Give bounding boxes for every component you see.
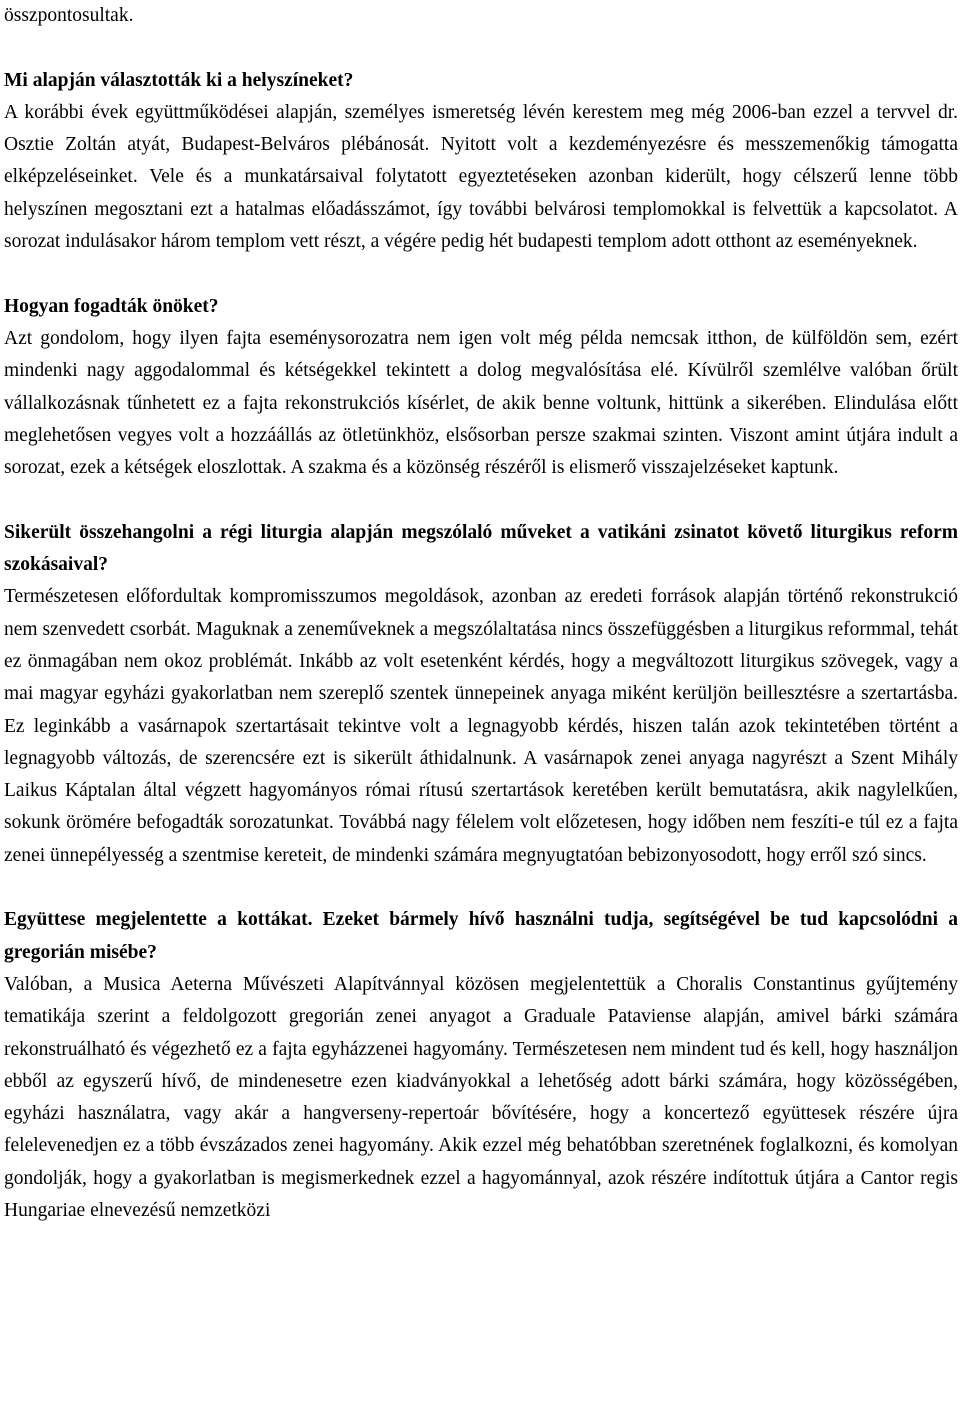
paragraph-gap (4, 872, 958, 904)
question-heading: Hogyan fogadták önöket? (4, 295, 219, 317)
question-heading: Mi alapján választották ki a helyszíneket? (4, 69, 354, 91)
paragraph-gap (4, 32, 958, 64)
answer-paragraph: Valóban, a Musica Aeterna Művészeti Alapítvánnyal közösen megjelentettük a Choralis Constantinus gyűjtemény tematikája szerint a feldolgozott gregorián zenei anyagot a Graduale Pataviense alapján, amivel bárki számára rekonstruálható és végezhető ez a fajta egyházzenei hagyomány. Természetesen nem mindent tud és kell, hogy használjon ebből az egyszerű hívő, de mindenesetre ezen kiadványokkal a lehetőség adott bárki számára, hogy közösségében, egyházi használatra, vagy akár a hangverseny-repertoár bővítésére, hogy a koncertező együttesek részére újra felelevenedjen ez a több évszázados zenei hagyomány. Akik ezzel még behatóbban szeretnének foglalkozni, és komolyan gondolják, hogy a gyakorlatban is megismerkednek ezzel a hagyománnyal, azok részére indítottuk útjára a Cantor regis Hungariae elnevezésű nemzetközi (4, 973, 958, 1221)
intro-line: összpontosultak. (4, 5, 134, 26)
question-heading: Együttese megjelentette a kottákat. Ezeket bármely hívő használni tudja, segítségével be tud kapcsolódni a gregorián misébe? (4, 909, 958, 963)
answer-paragraph: Természetesen előfordultak kompromisszumos megoldások, azonban az eredeti források alapján történő rekonstrukció nem szenvedett csorbát. Maguknak a zeneműveknek a megszólaltatása nincs összefüggésben a liturgikus reformmal, tehát ez önmagában nem okoz problémát. Inkább az volt esetenként kérdés, hogy a megváltozott liturgikus szövegek, vagy a mai magyar egyházi gyakorlatban nem szereplő szentek ünnepeinek anyaga miként kerüljön beillesztésre a szertartásba. Ez leginkább a vasárnapok szertartásait tekintve volt a legnagyobb kérdés, hiszen talán azok tekintetében történt a legnagyobb változás, de szerencsére ezt is sikerült áthidalnunk. A vasárnapok zenei anyaga nagyrészt a Szent Mihály Laikus Káptalan által végzett hagyományos római rítusú szertartások keretében került bemutatásra, akik nagylelkűen, sokunk örömére befogadták sorozatunkat. Továbbá nagy félelem volt előzetesen, hogy időben nem feszíti-e túl ez a fajta zenei ünnepélyesség a szentmise kereteit, de mindenki számára megnyugtatóan bebizonyosodott, hogy erről szó sincs. (4, 586, 958, 866)
answer-paragraph: Azt gondolom, hogy ilyen fajta eseménysorozatra nem igen volt még példa nemcsak itthon, de külföldön sem, ezért mindenki nagy aggodalommal és kétségekkel tekintett a dolog megvalósítása elé. Kívülről szemlélve valóban őrült vállalkozásnak tűnhetett ez a fajta rekonstrukciós kísérlet, de akik benne voltunk, hittünk a sikerében. Elindulása előtt meglehetősen vegyes volt a hozzáállás az ötletünkhöz, elsősorban persze szakmai szinten. Viszont amint útjára indult a sorozat, ezek a kétségek eloszlottak. A szakma és a közönség részéről is elismerő visszajelzéseket kaptunk. (4, 327, 958, 479)
answer-paragraph: A korábbi évek együttműködései alapján, személyes ismeretség lévén kerestem meg még 2006-ban ezzel a tervvel dr. Osztie Zoltán atyát, Budapest-Belváros plébánosát. Nyitott volt a kezdeményezésre és messzemenőkig támogatta elképzeléseinket. Vele és a munkatársaival folytatott egyeztetéseken azonban kiderült, hogy célszerű lenne több helyszínen megosztani ezt a hatalmas előadásszámot, így további belvárosi templomokkal is felvettük a kapcsolatot. A sorozat indulásakor három templom vett részt, a végére pedig hét budapesti templom adott otthont az eseményeknek. (4, 101, 958, 253)
paragraph-gap (4, 484, 958, 516)
question-heading: Sikerült összehangolni a régi liturgia alapján megszólaló műveket a vatikáni zsinatot követő liturgikus reform szokásaival? (4, 521, 958, 576)
paragraph-gap (4, 258, 958, 290)
document-page (4, 0, 958, 1227)
